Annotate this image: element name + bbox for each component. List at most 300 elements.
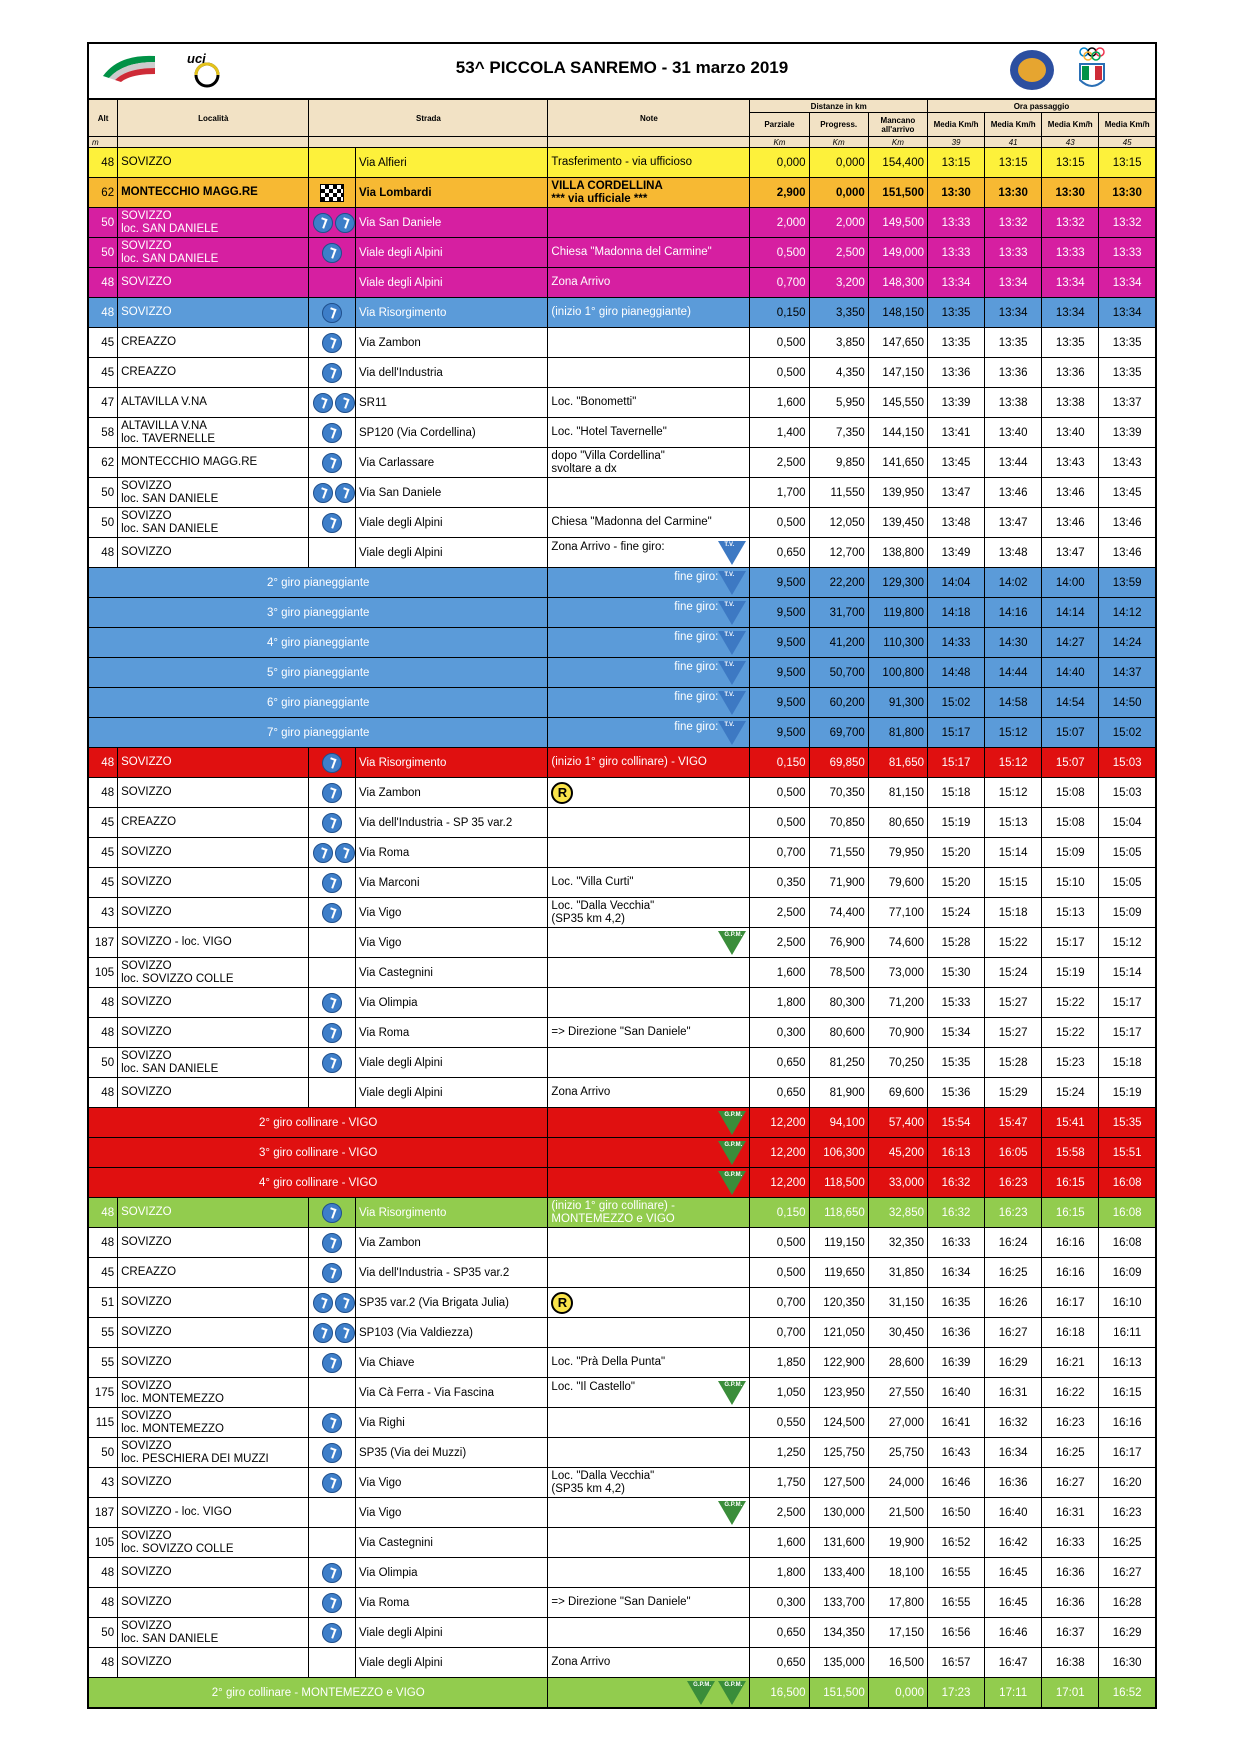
remaining-km: 81,800 xyxy=(868,718,927,748)
progressive-km: 118,500 xyxy=(809,1168,868,1198)
passage-time: 14:37 xyxy=(1099,658,1156,688)
location-line: SOVIZZO xyxy=(121,546,172,558)
street: Via Vigo xyxy=(355,1498,547,1528)
location xyxy=(118,1558,309,1588)
passage-time: 13:34 xyxy=(985,268,1042,298)
location-line: loc. SOVIZZO COLLE xyxy=(121,972,234,985)
location-line: SOVIZZO xyxy=(121,996,172,1008)
progressive-km: 125,750 xyxy=(809,1438,868,1468)
progressive-km: 31,700 xyxy=(809,598,868,628)
passage-time: 13:33 xyxy=(928,238,985,268)
note-line: Loc. "Il Castello" xyxy=(551,1380,636,1393)
direction-cell xyxy=(309,1618,356,1648)
note xyxy=(548,1588,750,1618)
marker-group xyxy=(718,1171,746,1195)
progressive-km: 124,500 xyxy=(809,1408,868,1438)
location-line: SOVIZZO xyxy=(121,479,172,492)
passage-time: 13:48 xyxy=(928,508,985,538)
street: Via Olimpia xyxy=(355,988,547,1018)
note xyxy=(548,1288,750,1318)
location-line: SOVIZZO - loc. VIGO xyxy=(121,936,232,948)
location-line: SOVIZZO xyxy=(121,1026,172,1038)
unit-km: Km xyxy=(809,137,868,148)
location-line: SOVIZZO xyxy=(121,1566,172,1578)
passage-time: 15:24 xyxy=(985,958,1042,988)
note xyxy=(548,628,750,658)
altitude: 55 xyxy=(88,1348,118,1378)
partial-km: 0,500 xyxy=(750,808,809,838)
partial-km: 12,200 xyxy=(750,1108,809,1138)
turn-arrow-icon xyxy=(313,1293,333,1313)
svg-text:uci: uci xyxy=(187,51,206,66)
partial-km: 1,850 xyxy=(750,1348,809,1378)
direction-cell xyxy=(309,178,356,208)
turn-arrow-icon xyxy=(335,843,355,863)
note xyxy=(548,268,750,298)
table-row xyxy=(88,1138,1156,1168)
street: Via Vigo xyxy=(355,1468,547,1498)
remaining-km: 148,150 xyxy=(868,298,927,328)
passage-time: 16:34 xyxy=(985,1438,1042,1468)
header-ora: Ora passaggio xyxy=(928,99,1157,113)
table-row xyxy=(88,1318,1156,1348)
passage-time: 15:05 xyxy=(1099,868,1156,898)
remaining-km: 149,000 xyxy=(868,238,927,268)
table-row xyxy=(88,748,1156,778)
passage-time: 13:35 xyxy=(1099,328,1156,358)
location-line: CREAZZO xyxy=(121,366,177,378)
turn-arrow-icon xyxy=(322,813,342,833)
note xyxy=(548,748,750,778)
altitude: 48 xyxy=(88,1078,118,1108)
table-row xyxy=(88,808,1156,838)
street: Via Alfieri xyxy=(355,148,547,178)
location-line: SOVIZZO xyxy=(121,1086,172,1098)
remaining-km: 77,100 xyxy=(868,898,927,928)
location-line: SOVIZZO xyxy=(121,786,172,798)
passage-time: 15:12 xyxy=(985,778,1042,808)
passage-time: 15:13 xyxy=(1042,898,1099,928)
direction-cell xyxy=(309,838,356,868)
passage-time: 13:15 xyxy=(1099,148,1156,178)
altitude: 50 xyxy=(88,208,118,238)
table-row xyxy=(88,718,1156,748)
altitude: 50 xyxy=(88,238,118,268)
marker-group xyxy=(718,1111,746,1135)
location xyxy=(118,868,309,898)
note xyxy=(548,688,750,718)
table-row xyxy=(88,988,1156,1018)
passage-time: 14:16 xyxy=(985,598,1042,628)
note xyxy=(548,658,750,688)
location-line: SOVIZZO xyxy=(121,1439,172,1452)
remaining-km: 17,800 xyxy=(868,1588,927,1618)
passage-time: 16:27 xyxy=(1042,1468,1099,1498)
tv-marker-icon: T.V. xyxy=(718,541,746,565)
partial-km: 0,500 xyxy=(750,238,809,268)
unit-km: Km xyxy=(868,137,927,148)
altitude: 50 xyxy=(88,1048,118,1078)
altitude: 105 xyxy=(88,958,118,988)
street: Viale degli Alpini xyxy=(355,1648,547,1678)
passage-time: 16:08 xyxy=(1099,1168,1156,1198)
passage-time: 15:17 xyxy=(1099,988,1156,1018)
location-line: SOVIZZO xyxy=(121,509,172,522)
turn-arrow-icon xyxy=(322,1053,342,1073)
sponsor-logo xyxy=(1007,48,1057,92)
remaining-km: 27,550 xyxy=(868,1378,927,1408)
direction-cell xyxy=(309,748,356,778)
checkered-flag-icon xyxy=(320,184,344,202)
progressive-km: 123,950 xyxy=(809,1378,868,1408)
note-line: *** via ufficiale *** xyxy=(551,192,648,205)
note xyxy=(548,478,750,508)
location xyxy=(118,1198,309,1228)
direction-cell xyxy=(309,1648,356,1678)
turn-arrow-icon xyxy=(322,903,342,923)
progressive-km: 74,400 xyxy=(809,898,868,928)
direction-cell xyxy=(309,988,356,1018)
location-line: SOVIZZO xyxy=(121,1326,172,1338)
direction-cell xyxy=(309,478,356,508)
passage-time: 15:24 xyxy=(1042,1078,1099,1108)
street: Via Castegnini xyxy=(355,1528,547,1558)
passage-time: 13:40 xyxy=(985,418,1042,448)
street: Via Risorgimento xyxy=(355,748,547,778)
direction-cell xyxy=(309,1498,356,1528)
passage-time: 13:39 xyxy=(928,388,985,418)
passage-time: 13:34 xyxy=(928,268,985,298)
direction-cell xyxy=(309,1078,356,1108)
table-row xyxy=(88,208,1156,238)
passage-time: 16:22 xyxy=(1042,1378,1099,1408)
marker-group xyxy=(718,541,746,565)
passage-time: 14:18 xyxy=(928,598,985,628)
speed-45: 45 xyxy=(1099,137,1156,148)
location xyxy=(118,328,309,358)
marker-group xyxy=(718,1501,746,1525)
street: Via Carlassare xyxy=(355,448,547,478)
altitude: 45 xyxy=(88,358,118,388)
progressive-km: 133,400 xyxy=(809,1558,868,1588)
passage-time: 15:12 xyxy=(1099,928,1156,958)
table-row xyxy=(88,178,1156,208)
remaining-km: 28,600 xyxy=(868,1348,927,1378)
table-row xyxy=(88,1228,1156,1258)
passage-time: 16:23 xyxy=(985,1198,1042,1228)
altitude: 45 xyxy=(88,868,118,898)
passage-time: 15:47 xyxy=(985,1108,1042,1138)
altitude: 50 xyxy=(88,508,118,538)
street: Viale degli Alpini xyxy=(355,538,547,568)
passage-time: 13:46 xyxy=(1099,538,1156,568)
turn-arrow-icon xyxy=(322,1563,342,1583)
progressive-km: 12,700 xyxy=(809,538,868,568)
note xyxy=(548,718,750,748)
note xyxy=(548,1558,750,1588)
passage-time: 13:30 xyxy=(1042,178,1099,208)
location-line: loc. MONTEMEZZO xyxy=(121,1392,224,1405)
altitude: 48 xyxy=(88,538,118,568)
restriction-badge-icon: R xyxy=(551,1292,573,1314)
passage-time: 13:37 xyxy=(1099,388,1156,418)
passage-time: 16:17 xyxy=(1099,1438,1156,1468)
note-line: Loc. "Villa Curti" xyxy=(551,876,634,888)
passage-time: 14:48 xyxy=(928,658,985,688)
passage-time: 16:42 xyxy=(985,1528,1042,1558)
direction-cell xyxy=(309,1558,356,1588)
partial-km: 0,500 xyxy=(750,358,809,388)
note-line: Zona Arrivo - fine giro: xyxy=(551,540,665,553)
altitude: 43 xyxy=(88,1468,118,1498)
passage-time: 14:00 xyxy=(1042,568,1099,598)
note-line: fine giro: xyxy=(674,600,719,613)
passage-time: 16:28 xyxy=(1099,1588,1156,1618)
progressive-km: 3,850 xyxy=(809,328,868,358)
progressive-km: 135,000 xyxy=(809,1648,868,1678)
partial-km: 1,600 xyxy=(750,1528,809,1558)
location xyxy=(118,1438,309,1468)
location-line: SOVIZZO xyxy=(121,1379,172,1392)
remaining-km: 19,900 xyxy=(868,1528,927,1558)
partial-km: 0,150 xyxy=(750,1198,809,1228)
passage-time: 15:34 xyxy=(928,1018,985,1048)
location xyxy=(118,1228,309,1258)
partial-km: 2,000 xyxy=(750,208,809,238)
passage-time: 13:32 xyxy=(985,208,1042,238)
table-row xyxy=(88,1648,1156,1678)
table-row xyxy=(88,478,1156,508)
remaining-km: 138,800 xyxy=(868,538,927,568)
partial-km: 2,900 xyxy=(750,178,809,208)
passage-time: 16:23 xyxy=(1099,1498,1156,1528)
direction-cell xyxy=(309,298,356,328)
passage-time: 14:50 xyxy=(1099,688,1156,718)
table-row xyxy=(88,658,1156,688)
passage-time: 15:17 xyxy=(928,718,985,748)
passage-time: 14:54 xyxy=(1042,688,1099,718)
note-line: (inizio 1° giro pianeggiante) xyxy=(551,306,691,318)
location-line: loc. PESCHIERA DEI MUZZI xyxy=(121,1452,269,1465)
street: Via Lombardi xyxy=(355,178,547,208)
altitude: 45 xyxy=(88,808,118,838)
note xyxy=(548,838,750,868)
passage-time: 15:20 xyxy=(928,838,985,868)
turn-arrow-icon xyxy=(322,453,342,473)
partial-km: 9,500 xyxy=(750,568,809,598)
note xyxy=(548,928,750,958)
progressive-km: 60,200 xyxy=(809,688,868,718)
header-blank xyxy=(118,137,309,148)
remaining-km: 33,000 xyxy=(868,1168,927,1198)
table-row xyxy=(88,1408,1156,1438)
passage-time: 16:57 xyxy=(928,1648,985,1678)
passage-time: 16:32 xyxy=(928,1168,985,1198)
passage-time: 16:50 xyxy=(928,1498,985,1528)
location xyxy=(118,838,309,868)
direction-cell xyxy=(309,1528,356,1558)
route-sheet xyxy=(87,42,1157,1709)
passage-time: 15:28 xyxy=(928,928,985,958)
passage-time: 16:27 xyxy=(985,1318,1042,1348)
tv-marker-icon: T.V. xyxy=(718,631,746,655)
remaining-km: 45,200 xyxy=(868,1138,927,1168)
location-line: SOVIZZO xyxy=(121,756,172,768)
remaining-km: 139,950 xyxy=(868,478,927,508)
passage-time: 15:02 xyxy=(928,688,985,718)
location-line: MONTECCHIO MAGG.RE xyxy=(121,186,258,198)
location-line: SOVIZZO xyxy=(121,1296,172,1308)
passage-time: 13:48 xyxy=(985,538,1042,568)
location-line: SOVIZZO xyxy=(121,1529,172,1542)
passage-time: 15:08 xyxy=(1042,808,1099,838)
partial-km: 16,500 xyxy=(750,1678,809,1709)
note xyxy=(548,1468,750,1498)
passage-time: 13:47 xyxy=(928,478,985,508)
location-line: loc. SAN DANIELE xyxy=(121,1062,219,1075)
altitude: 43 xyxy=(88,898,118,928)
passage-time: 15:04 xyxy=(1099,808,1156,838)
note xyxy=(548,958,750,988)
location xyxy=(118,1018,309,1048)
passage-time: 13:49 xyxy=(928,538,985,568)
altitude: 48 xyxy=(88,1648,118,1678)
turn-arrow-icon xyxy=(335,483,355,503)
turn-arrow-icon xyxy=(313,843,333,863)
note xyxy=(548,1258,750,1288)
altitude: 62 xyxy=(88,178,118,208)
speed-39: 39 xyxy=(928,137,985,148)
progressive-km: 131,600 xyxy=(809,1528,868,1558)
passage-time: 16:43 xyxy=(928,1438,985,1468)
location xyxy=(118,388,309,418)
table-row xyxy=(88,1168,1156,1198)
table-row xyxy=(88,1048,1156,1078)
location xyxy=(118,1408,309,1438)
note-line: Chiesa "Madonna del Carmine" xyxy=(551,516,712,528)
altitude: 48 xyxy=(88,148,118,178)
passage-time: 16:32 xyxy=(928,1198,985,1228)
street: Via Castegnini xyxy=(355,958,547,988)
lap-name: 2° giro pianeggiante xyxy=(88,568,548,598)
location-line: MONTECCHIO MAGG.RE xyxy=(121,456,258,468)
turn-arrow-icon xyxy=(322,333,342,353)
street: Via Roma xyxy=(355,1018,547,1048)
street: Via Risorgimento xyxy=(355,1198,547,1228)
passage-time: 16:34 xyxy=(928,1258,985,1288)
turn-arrow-icon xyxy=(322,363,342,383)
altitude: 48 xyxy=(88,1588,118,1618)
passage-time: 13:44 xyxy=(985,448,1042,478)
passage-time: 13:46 xyxy=(1042,478,1099,508)
table-row xyxy=(88,928,1156,958)
partial-km: 0,650 xyxy=(750,538,809,568)
passage-time: 15:18 xyxy=(928,778,985,808)
gpm-marker-icon: G.P.M. xyxy=(718,1111,746,1135)
passage-time: 15:22 xyxy=(1042,988,1099,1018)
note xyxy=(548,1138,750,1168)
passage-time: 15:29 xyxy=(985,1078,1042,1108)
progressive-km: 119,150 xyxy=(809,1228,868,1258)
location xyxy=(118,808,309,838)
progressive-km: 0,000 xyxy=(809,148,868,178)
partial-km: 2,500 xyxy=(750,928,809,958)
turn-arrow-icon xyxy=(322,423,342,443)
note-line: (inizio 1° giro collinare) - xyxy=(551,1199,675,1212)
note-line: Zona Arrivo xyxy=(551,276,611,288)
passage-time: 15:19 xyxy=(1099,1078,1156,1108)
partial-km: 1,800 xyxy=(750,1558,809,1588)
table-row xyxy=(88,598,1156,628)
progressive-km: 3,200 xyxy=(809,268,868,298)
street: Via Marconi xyxy=(355,868,547,898)
progressive-km: 5,950 xyxy=(809,388,868,418)
passage-time: 16:21 xyxy=(1042,1348,1099,1378)
note-line: (SP35 km 4,2) xyxy=(551,1482,625,1495)
altitude: 48 xyxy=(88,748,118,778)
direction-cell xyxy=(309,1258,356,1288)
direction-cell xyxy=(309,208,356,238)
street: Via dell'Industria - SP35 var.2 xyxy=(355,1258,547,1288)
note xyxy=(548,388,750,418)
passage-time: 14:40 xyxy=(1042,658,1099,688)
table-row xyxy=(88,1288,1156,1318)
passage-time: 15:14 xyxy=(1099,958,1156,988)
progressive-km: 50,700 xyxy=(809,658,868,688)
note xyxy=(548,1348,750,1378)
progressive-km: 71,550 xyxy=(809,838,868,868)
passage-time: 16:33 xyxy=(928,1228,985,1258)
marker-group xyxy=(718,691,746,715)
street: Via San Daniele xyxy=(355,208,547,238)
location-line: SOVIZZO xyxy=(121,1619,172,1632)
progressive-km: 11,550 xyxy=(809,478,868,508)
table-row xyxy=(88,238,1156,268)
passage-time: 13:36 xyxy=(1042,358,1099,388)
passage-time: 15:18 xyxy=(1099,1048,1156,1078)
passage-time: 15:10 xyxy=(1042,868,1099,898)
passage-time: 15:07 xyxy=(1042,718,1099,748)
passage-time: 13:34 xyxy=(1099,298,1156,328)
partial-km: 1,250 xyxy=(750,1438,809,1468)
location xyxy=(118,1078,309,1108)
progressive-km: 81,900 xyxy=(809,1078,868,1108)
table-row xyxy=(88,298,1156,328)
note xyxy=(548,1048,750,1078)
note xyxy=(548,988,750,1018)
note xyxy=(548,208,750,238)
remaining-km: 18,100 xyxy=(868,1558,927,1588)
street: Viale degli Alpini xyxy=(355,238,547,268)
turn-arrow-icon xyxy=(322,1443,342,1463)
progressive-km: 69,850 xyxy=(809,748,868,778)
location xyxy=(118,1318,309,1348)
passage-time: 14:04 xyxy=(928,568,985,598)
route-rows xyxy=(88,148,1156,1709)
table-row xyxy=(88,508,1156,538)
passage-time: 16:41 xyxy=(928,1408,985,1438)
altitude: 187 xyxy=(88,1498,118,1528)
partial-km: 9,500 xyxy=(750,658,809,688)
passage-time: 15:08 xyxy=(1042,778,1099,808)
table-row xyxy=(88,418,1156,448)
progressive-km: 71,900 xyxy=(809,868,868,898)
passage-time: 16:38 xyxy=(1042,1648,1099,1678)
passage-time: 16:23 xyxy=(985,1168,1042,1198)
remaining-km: 145,550 xyxy=(868,388,927,418)
direction-cell xyxy=(309,538,356,568)
passage-time: 13:35 xyxy=(1042,328,1099,358)
